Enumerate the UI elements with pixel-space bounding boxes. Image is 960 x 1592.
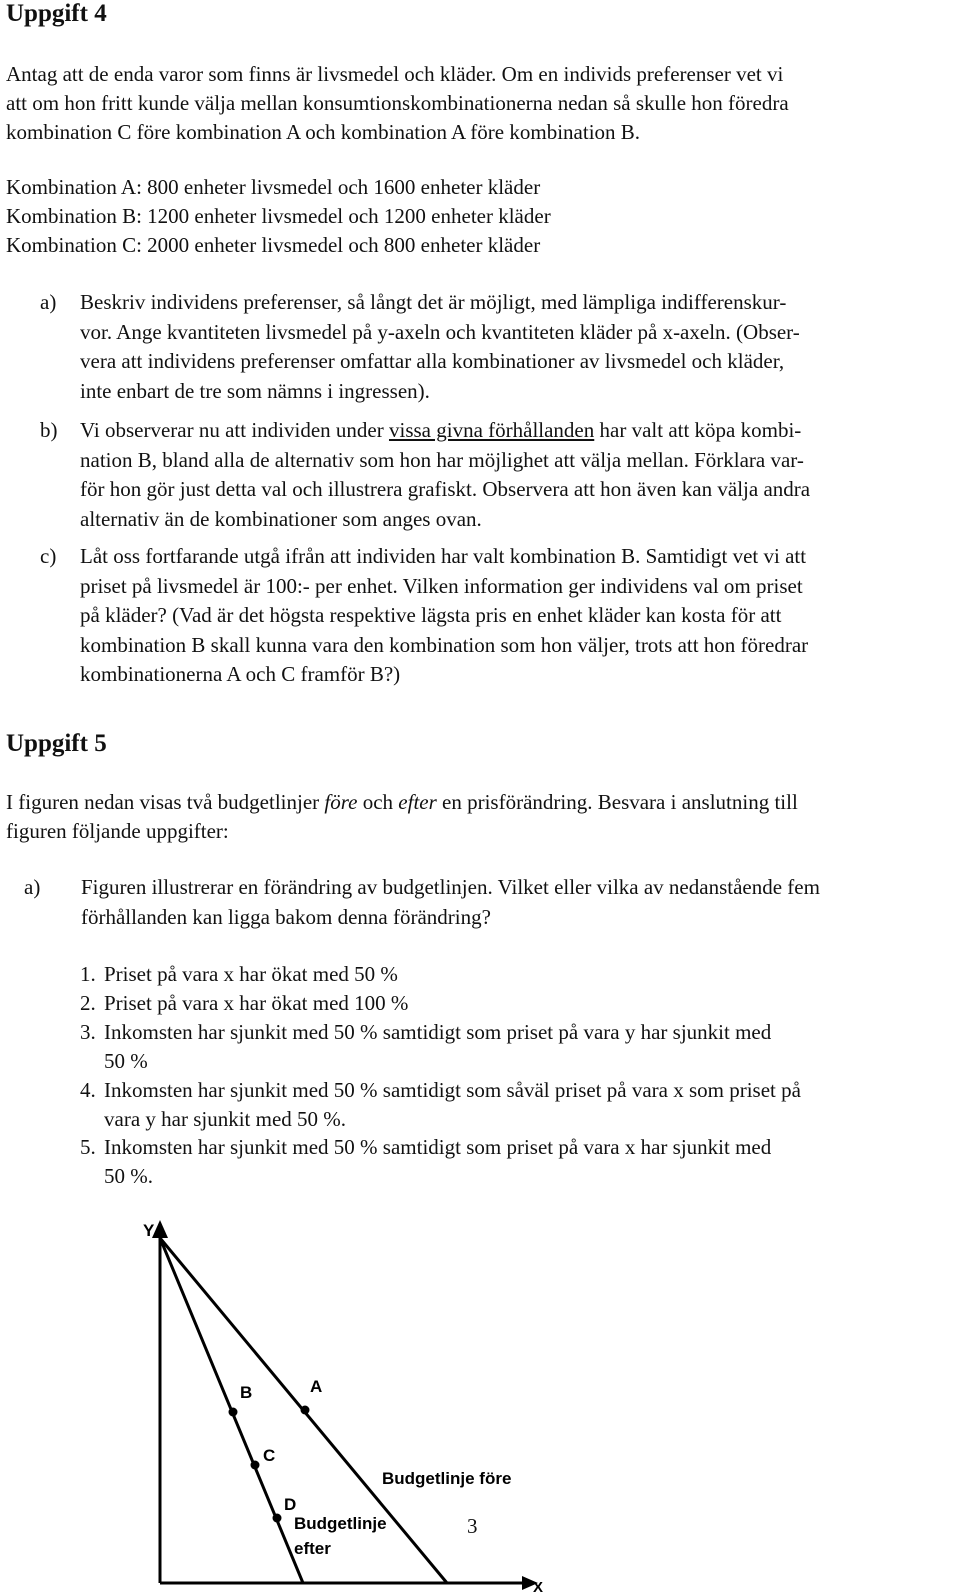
question-label: a) [24, 875, 41, 899]
point-d-label: D [284, 1495, 297, 1514]
option-line: Priset på vara x har ökat med 100 % [104, 991, 409, 1015]
question-label: b) [40, 418, 58, 442]
option-number: 2. [80, 991, 96, 1015]
question-line: priset på livsmedel är 100:- per enhet. Vilken information ger individens val om priset [80, 573, 803, 598]
question-line: nation B, bland alla de alternativ som hon har möjlighet att välja mellan. Förklara var- [80, 447, 804, 472]
y-axis-label: Y [143, 1221, 155, 1240]
question-line: kombination B skall kunna vara den kombination som hon väljer, trots att hon föredrar [80, 632, 809, 657]
question-line: alternativ än de kombinationer som anges ovan. [80, 506, 482, 531]
y-axis-arrow [152, 1220, 168, 1238]
text-run: har valt att köpa kombi- [594, 418, 802, 442]
question-line: vor. Ange kvantiteten livsmedel på y-axeln och kvantiteten kläder på x-axeln. (Obser- [80, 319, 800, 344]
x-axis-label: X [533, 1579, 544, 1592]
budget-line-before-label: Budgetlinje före [382, 1469, 512, 1488]
text-run: och [357, 790, 399, 814]
budget-line-after-label: Budgetlinje [294, 1514, 387, 1533]
emphasis: efter [398, 790, 437, 814]
task4-intro-line: Antag att de enda varor som finns är livsmedel och kläder. Om en individs preferenser vet vi [6, 62, 784, 86]
text-run: I figuren nedan visas två budgetlinjer [6, 790, 325, 814]
emphasis: före [324, 790, 358, 814]
point-d-marker [273, 1514, 282, 1523]
question-line: Låt oss fortfarande utgå ifrån att individen har valt kombination B. Samtidigt vet vi att [80, 544, 807, 568]
underlined-phrase: vissa givna förhållanden [388, 418, 595, 442]
question-label: a) [40, 290, 57, 314]
point-c-marker [251, 1461, 260, 1470]
task4-heading: Uppgift 4 [6, 0, 107, 27]
option-line: vara y har sjunkit med 50 %. [104, 1107, 347, 1131]
option-number: 5. [80, 1135, 96, 1159]
question-line: inte enbart de tre som nämns i ingressen). [80, 378, 430, 403]
option-line: Inkomsten har sjunkit med 50 % samtidigt som priset på vara y har sjunkit med [104, 1020, 772, 1044]
question-line: Figuren illustrerar en förändring av budgetlinjen. Vilket eller vilka av nedanstående fem [81, 875, 820, 899]
question-line: på kläder? (Vad är det högsta respektive lägsta pris en enhet kläder kan kosta för att [80, 603, 782, 627]
question-line: kombinationerna A och C framför B?) [80, 662, 401, 686]
text-run: Vi observerar nu att individen under [80, 418, 389, 442]
combination-a: Kombination A: 800 enheter livsmedel och 1600 enheter kläder [6, 175, 541, 199]
question-line: för hon gör just detta val och illustrera grafiskt. Observera att hon även kan välja andra [80, 477, 811, 501]
option-line: 50 % [104, 1049, 148, 1073]
option-line: 50 %. [104, 1164, 153, 1188]
option-line: Inkomsten har sjunkit med 50 % samtidigt som priset på vara x har sjunkit med [104, 1135, 772, 1159]
text-run: en prisförändring. Besvara i anslutning till [436, 790, 798, 814]
point-c-label: C [263, 1446, 276, 1465]
question-line: Beskriv individens preferenser, så långt det är möjligt, med lämpliga indifferenskur- [80, 290, 787, 314]
page-number: 3 [467, 1514, 478, 1538]
task4-intro-line: kombination C före kombination A och kombination A före kombination B. [6, 120, 641, 144]
combination-c: Kombination C: 2000 enheter livsmedel och 800 enheter kläder [6, 233, 541, 257]
combination-b: Kombination B: 1200 enheter livsmedel och 1200 enheter kläder [6, 204, 551, 228]
task4-intro-line: att om hon fritt kunde välja mellan konsumtionskombinationerna nedan så skulle hon föredra [6, 91, 789, 115]
point-b-marker [229, 1408, 238, 1417]
option-number: 3. [80, 1020, 96, 1044]
option-line: Inkomsten har sjunkit med 50 % samtidigt som såväl priset på vara x som priset på [104, 1078, 801, 1102]
option-line: Priset på vara x har ökat med 50 % [104, 962, 398, 986]
task5-intro-line: figuren följande uppgifter: [6, 819, 229, 843]
task5-heading: Uppgift 5 [6, 730, 107, 757]
option-number: 4. [80, 1078, 96, 1102]
question-line: vera att individens preferenser omfattar alla kombinationer av livsmedel och kläder, [80, 349, 785, 373]
option-number: 1. [80, 962, 96, 986]
question-label: c) [40, 544, 57, 568]
point-a-marker [301, 1406, 310, 1415]
point-a-label: A [310, 1377, 323, 1396]
point-b-label: B [240, 1383, 253, 1402]
question-line: förhållanden kan ligga bakom denna förändring? [81, 904, 491, 929]
budget-line-after-label-2: efter [294, 1539, 331, 1558]
